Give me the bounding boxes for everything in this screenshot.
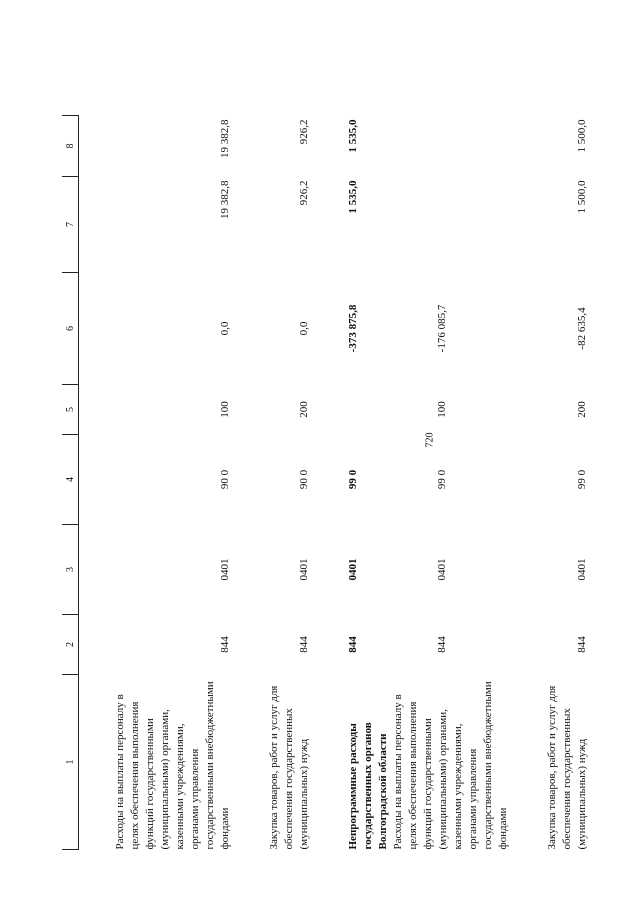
row-article: 99 0 xyxy=(347,469,359,490)
budget-table xyxy=(62,115,590,850)
table-row xyxy=(346,116,391,850)
row-code: 844 xyxy=(576,636,588,653)
row-code: 844 xyxy=(436,636,448,653)
row-col8: 1 535,0 xyxy=(347,119,359,153)
row-article: 90 0 xyxy=(219,469,231,490)
row-type: 200 xyxy=(298,401,310,418)
row-type: 100 xyxy=(436,401,448,418)
row-type xyxy=(346,385,391,435)
table-row xyxy=(545,116,590,850)
row-description: Закупка товаров, работ и услуг для обеспечения государственных (муниципальных) нужд xyxy=(546,685,588,850)
column-header: 4 xyxy=(62,435,79,525)
row-article: 99 0 xyxy=(436,469,448,490)
table-row xyxy=(267,116,312,850)
row-col6: 0,0 xyxy=(298,321,310,336)
column-header: 1 xyxy=(62,675,79,850)
row-code: 844 xyxy=(219,636,231,653)
row-type: 200 xyxy=(576,401,588,418)
row-col6: -176 085,7 xyxy=(436,304,448,353)
page-number: 720 xyxy=(424,432,436,448)
row-col8: 19 382,8 xyxy=(219,119,231,158)
row-col6: -373 875,8 xyxy=(347,304,359,353)
row-title: Непрограммные расходы государственных органов Волгоградской области xyxy=(347,722,389,850)
row-article: 90 0 xyxy=(298,469,310,490)
column-header: 7 xyxy=(62,177,79,273)
row-type: 100 xyxy=(219,401,231,418)
row-col8: 1 500,0 xyxy=(576,119,588,153)
row-description: Расходы на выплаты персоналу в целях обеспечения выполнения функций государственными (муниципальными) органами, казенными учреждениями, органами управления государственными внебюджетными фондами xyxy=(392,681,509,850)
row-col7: 926,2 xyxy=(298,180,310,206)
table-row xyxy=(391,116,511,850)
column-header: 3 xyxy=(62,525,79,615)
row-section: 0401 xyxy=(219,558,231,581)
table-header-row xyxy=(62,116,79,850)
row-description: Закупка товаров, работ и услуг для обеспечения государственных (муниципальных) нужд xyxy=(268,685,310,850)
row-col6: -82 635,4 xyxy=(576,307,588,350)
row-section: 0401 xyxy=(436,558,448,581)
column-header: 6 xyxy=(62,273,79,385)
row-col7 xyxy=(391,177,511,273)
row-article: 99 0 xyxy=(576,469,588,490)
row-col8 xyxy=(391,116,511,177)
column-header: 2 xyxy=(62,615,79,675)
row-col6: 0,0 xyxy=(219,321,231,336)
column-header: 5 xyxy=(62,385,79,435)
table-row xyxy=(113,116,233,850)
row-col8: 926,2 xyxy=(298,119,310,145)
row-col7: 1 535,0 xyxy=(347,180,359,214)
row-section: 0401 xyxy=(347,558,359,581)
row-col7: 1 500,0 xyxy=(576,180,588,214)
row-section: 0401 xyxy=(576,558,588,581)
row-code: 844 xyxy=(298,636,310,653)
row-description: Расходы на выплаты персоналу в целях обеспечения выполнения функций государственными (муниципальными) органами, казенными учреждениями, органами управления государственными внебюджетными фондами xyxy=(114,681,231,850)
row-code: 844 xyxy=(347,636,359,653)
rotated-page-content xyxy=(62,60,588,850)
column-header: 8 xyxy=(62,116,79,177)
row-section: 0401 xyxy=(298,558,310,581)
row-col7: 19 382,8 xyxy=(219,180,231,219)
